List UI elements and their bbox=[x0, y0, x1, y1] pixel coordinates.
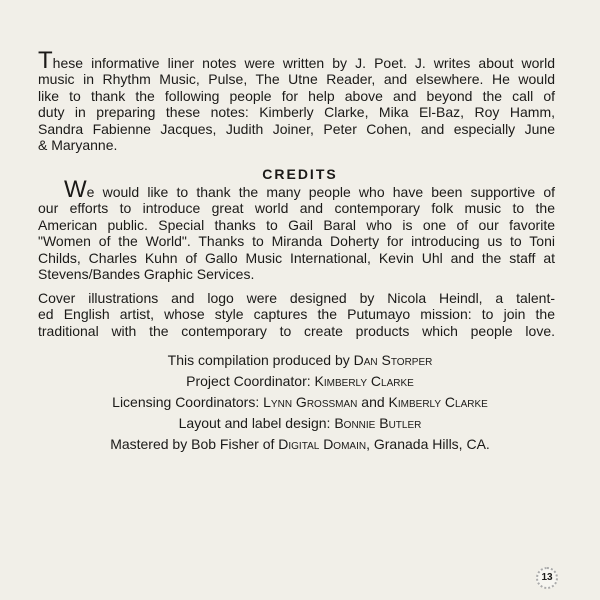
credit-conjunction: and bbox=[357, 394, 389, 410]
credit-name: Dan Storper bbox=[353, 352, 433, 368]
text-line: American public. Special thanks to Gail Baral who is one of our favorite bbox=[38, 216, 555, 233]
text-line: e would like to thank the many people who have been supportive of bbox=[86, 184, 555, 200]
credit-label: Mastered by Bob Fisher of bbox=[110, 436, 279, 452]
credit-label: Layout and label design: bbox=[178, 415, 335, 431]
credit-name: Digital Domain bbox=[278, 436, 367, 452]
text-line: hese informative liner notes were written by J. Poet. J. writes about world bbox=[52, 55, 555, 71]
credit-name: Bonnie Butler bbox=[334, 415, 422, 431]
cover-paragraph bbox=[38, 290, 555, 339]
text-line: duty in preparing these notes: Kimberly Clarke, Mika El-Baz, Roy Hamm, bbox=[38, 104, 555, 121]
text-line: & Maryanne. bbox=[38, 136, 118, 153]
text-line: Childs, Charles Kuhn of Gallo Music International, Kevin Uhl and the staff at bbox=[38, 249, 555, 266]
credit-line bbox=[0, 371, 600, 392]
credit-line bbox=[0, 413, 600, 434]
credit-line bbox=[0, 434, 600, 455]
credit-name: Kimberly Clarke bbox=[388, 394, 488, 410]
credit-line bbox=[0, 392, 600, 413]
credit-name: Kimberly Clarke bbox=[314, 373, 414, 389]
page-number: 13 bbox=[536, 567, 558, 589]
text-line: Cover illustrations and logo were designed by Nicola Heindl, a talent- bbox=[38, 290, 555, 306]
intro-paragraph bbox=[38, 47, 555, 153]
text-line: "Women of the World". Thanks to Miranda Doherty for introducing us to Toni bbox=[38, 233, 555, 250]
credit-line bbox=[0, 350, 600, 371]
text-line: ed English artist, whose style captures the Putumayo mission: to join the bbox=[38, 306, 555, 323]
credit-label: Project Coordinator: bbox=[186, 373, 315, 389]
credit-label: This compilation produced by bbox=[167, 352, 354, 368]
drop-cap: T bbox=[38, 47, 53, 74]
credit-suffix: , Granada Hills, CA. bbox=[366, 436, 490, 452]
credits-heading: CREDITS bbox=[262, 166, 338, 182]
text-line: our efforts to introduce great world and contemporary folk music to the bbox=[38, 200, 555, 217]
text-line: traditional with the contemporary to create products which people love. bbox=[38, 322, 555, 339]
credit-label: Licensing Coordinators: bbox=[112, 394, 264, 410]
text-line: Sandra Fabienne Jacques, Judith Joiner, Peter Cohen, and especially June bbox=[38, 120, 555, 137]
text-line: like to thank the following people for help above and beyond the call of bbox=[38, 87, 555, 104]
text-line: music in Rhythm Music, Pulse, The Utne Reader, and elsewhere. He would bbox=[38, 71, 555, 88]
credit-name: Lynn Grossman bbox=[263, 394, 358, 410]
thanks-paragraph bbox=[38, 176, 555, 282]
text-line: Stevens/Bandes Graphic Services. bbox=[38, 265, 255, 282]
credits-list bbox=[0, 350, 600, 455]
drop-cap: W bbox=[64, 176, 87, 203]
